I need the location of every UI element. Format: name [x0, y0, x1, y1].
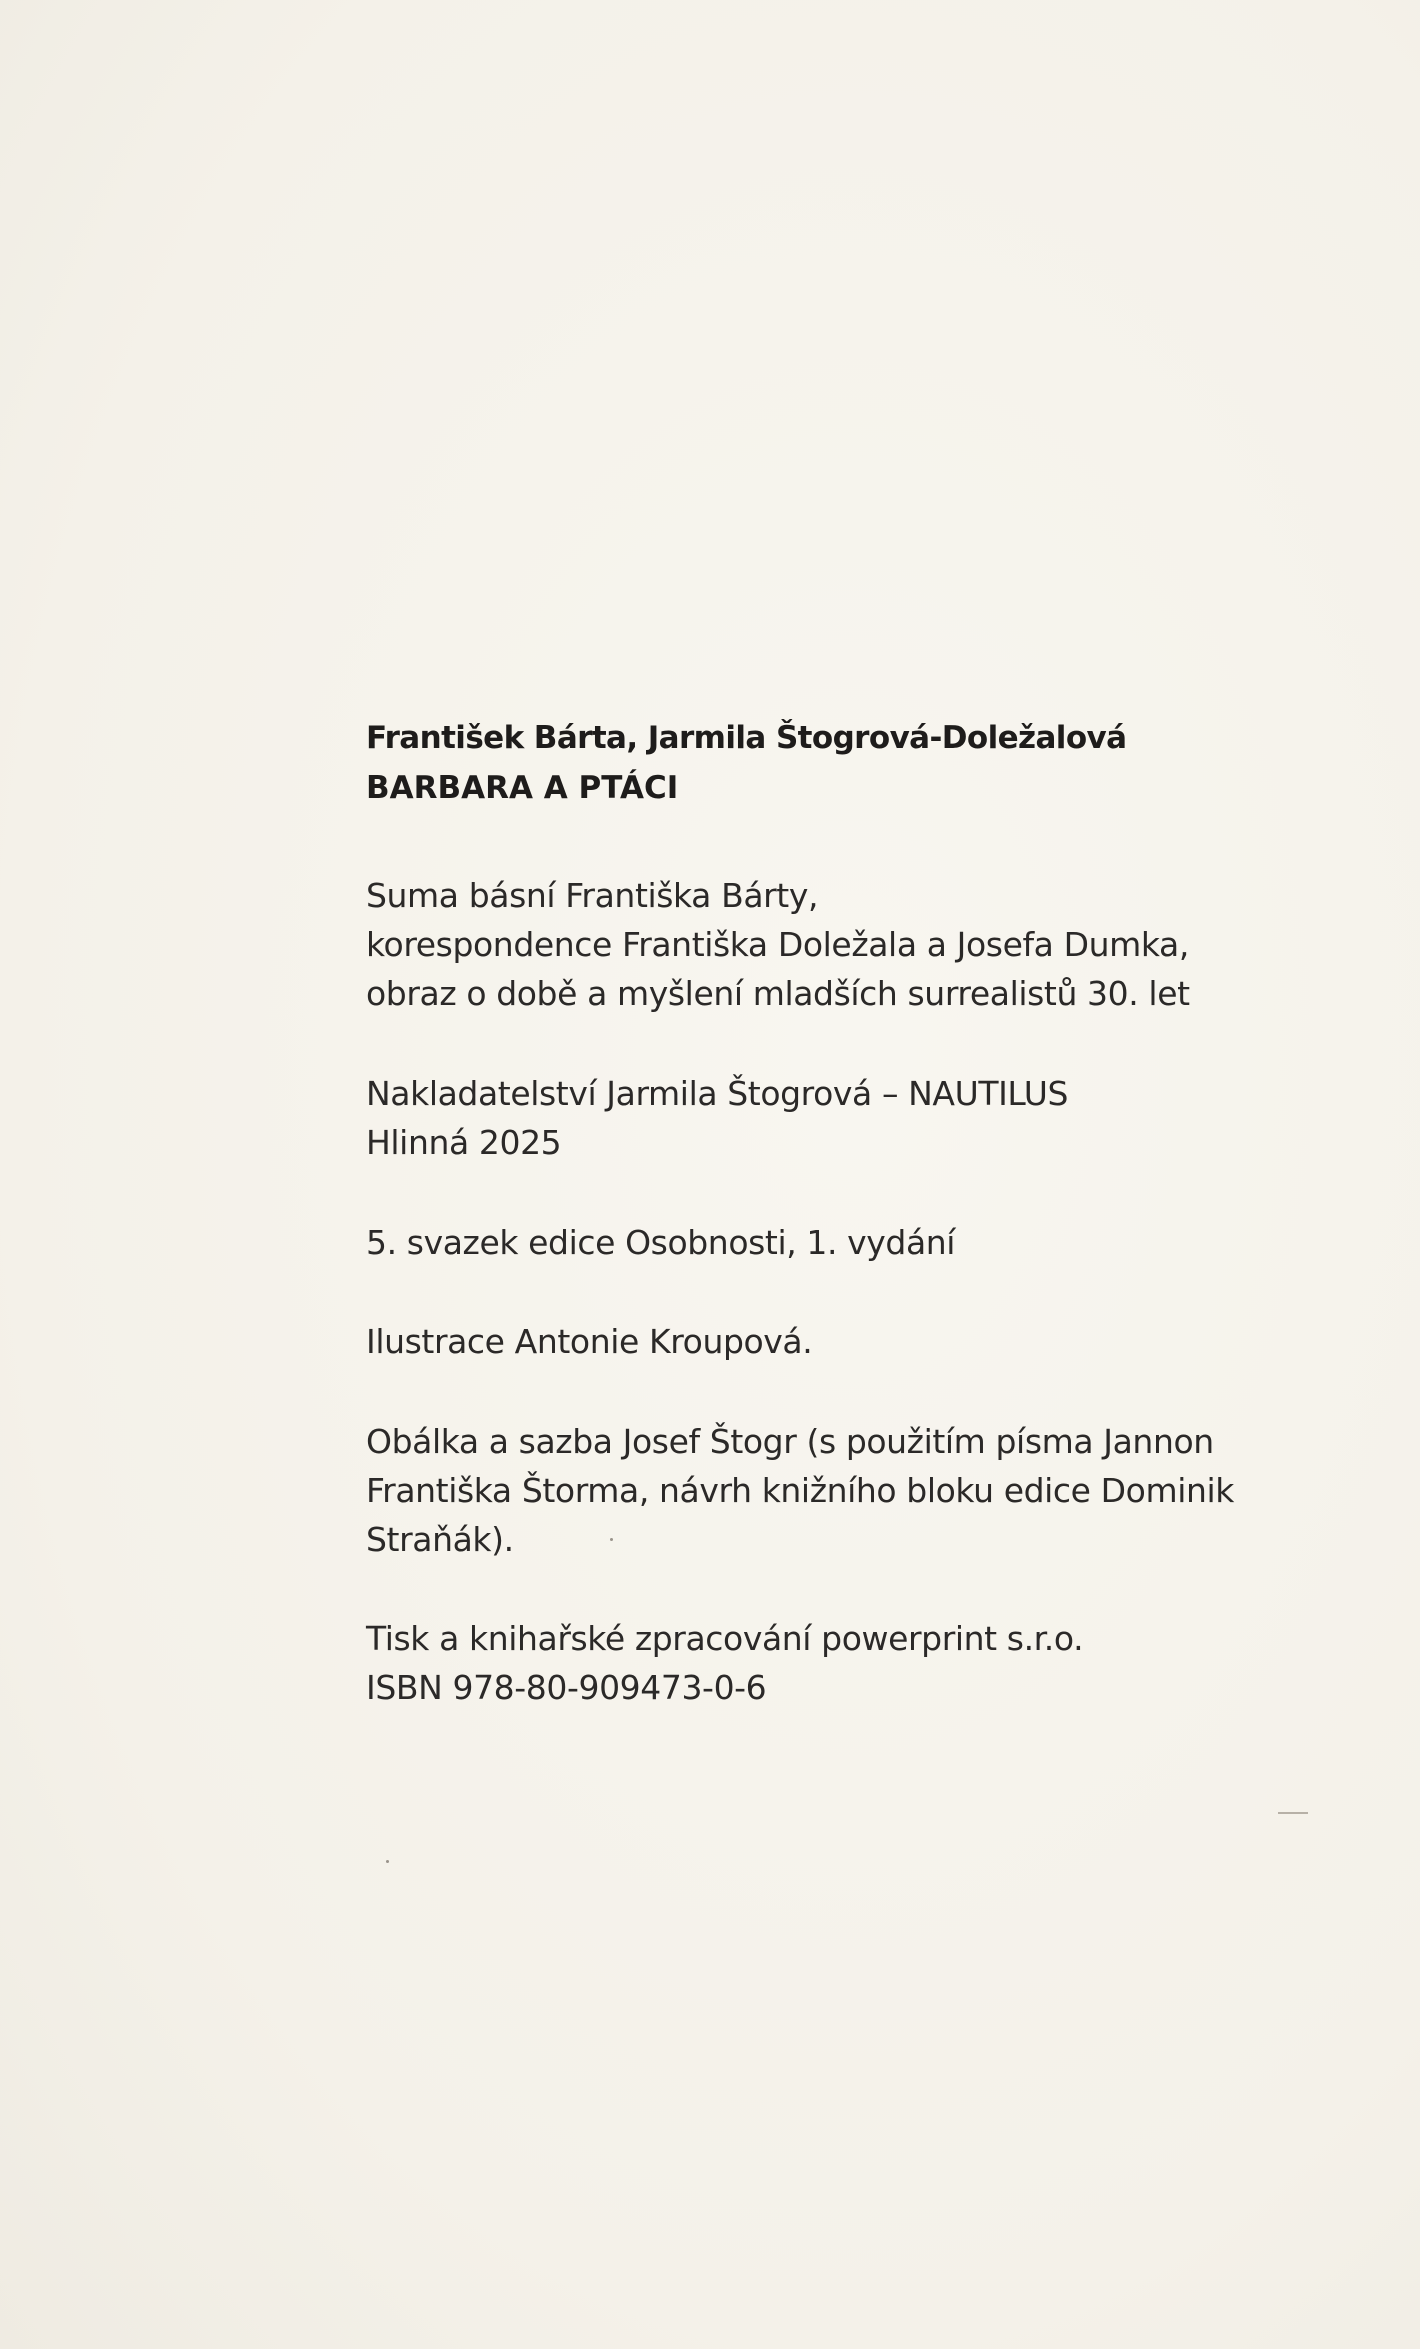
- description-line-1: Suma básní Františka Bárty,: [366, 876, 819, 915]
- description-line-2: korespondence Františka Doležala a Josefa Dumka,: [366, 925, 1189, 964]
- edition-line: 5. svazek edice Osobnosti, 1. vydání: [366, 1223, 956, 1262]
- publisher-line: Nakladatelství Jarmila Štogrová – NAUTILUS: [366, 1074, 1069, 1113]
- print-credit: Tisk a knihařské zpracování powerprint s.r.o.: [366, 1619, 1084, 1658]
- authors: František Bárta, Jarmila Štogrová-Doležalová: [366, 720, 1127, 756]
- design-credit-line-3: Straňák).: [366, 1520, 514, 1559]
- paper-speck: [386, 1860, 389, 1863]
- design-credit-line-2: Františka Štorma, návrh knižního bloku edice Dominik: [366, 1471, 1234, 1510]
- design-credit-line-1: Obálka a sazba Josef Štogr (s použitím písma Jannon: [366, 1422, 1214, 1461]
- paper-mark: [1278, 1812, 1308, 1814]
- description-line-3: obraz o době a myšlení mladších surrealistů 30. let: [366, 974, 1190, 1013]
- paper-speck: [610, 1538, 613, 1541]
- book-title: BARBARA A PTÁCI: [366, 770, 679, 806]
- illustration-credit: Ilustrace Antonie Kroupová.: [366, 1322, 813, 1361]
- publication-place-year: Hlinná 2025: [366, 1123, 562, 1162]
- isbn: ISBN 978-80-909473-0-6: [366, 1668, 767, 1707]
